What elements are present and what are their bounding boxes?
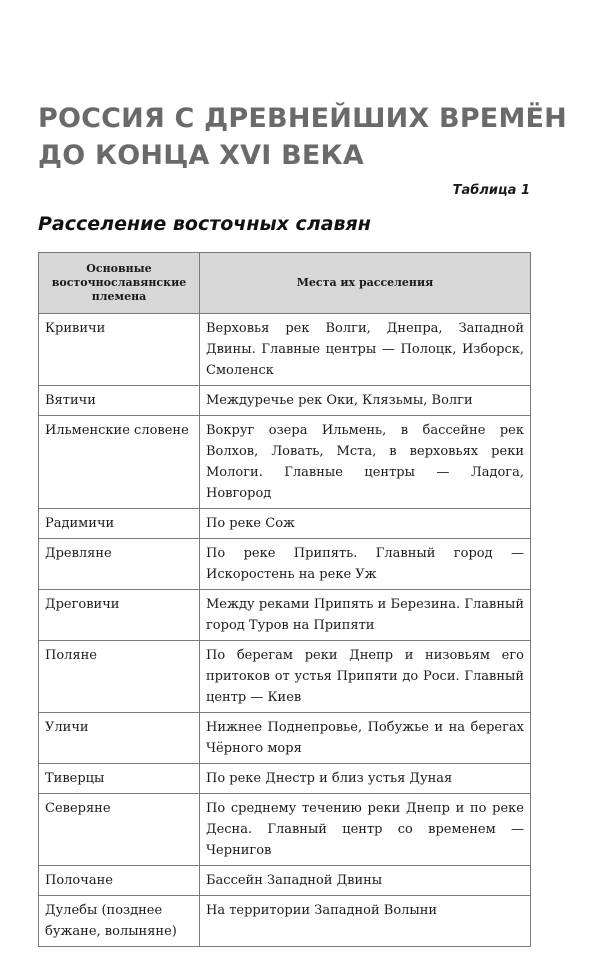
table-row xyxy=(39,713,531,764)
settlement-place: Между реками Припять и Березина. Главный город Туров на Припяти xyxy=(200,590,531,641)
settlement-place: Междуречье рек Оки, Клязьмы, Волги xyxy=(200,386,531,416)
chapter-title-line-2: ДО КОНЦА XVI ВЕКА xyxy=(38,140,364,171)
table-title: Расселение восточных славян xyxy=(38,213,371,235)
table-row xyxy=(39,539,531,590)
settlement-place: По среднему течению реки Днепр и по реке Десна. Главный центр со временем — Чернигов xyxy=(200,794,531,866)
tribe-name: Поляне xyxy=(39,641,200,713)
settlement-place: По реке Днестр и близ устья Дуная xyxy=(200,764,531,794)
table-row xyxy=(39,416,531,509)
tribe-name: Уличи xyxy=(39,713,200,764)
table-number-label: Таблица 1 xyxy=(452,183,530,198)
tribe-name: Ильменские словене xyxy=(39,416,200,509)
slavic-tribes-table xyxy=(38,252,531,947)
table-header-row xyxy=(39,253,531,314)
tribe-name: Дулебы (позднее бужане, волыняне) xyxy=(39,896,200,947)
settlement-place: По реке Припять. Главный город — Искоростень на реке Уж xyxy=(200,539,531,590)
settlement-place: Бассейн Западной Двины xyxy=(200,866,531,896)
tribe-name: Полочане xyxy=(39,866,200,896)
tribe-name: Кривичи xyxy=(39,314,200,386)
table-row xyxy=(39,896,531,947)
table-row xyxy=(39,866,531,896)
table-row xyxy=(39,314,531,386)
settlement-place: По реке Сож xyxy=(200,509,531,539)
table-row xyxy=(39,386,531,416)
chapter-title xyxy=(38,100,578,174)
settlement-place: Нижнее Поднепровье, Побужье и на берегах Чёрного моря xyxy=(200,713,531,764)
settlement-place: Верховья рек Волги, Днепра, Западной Двины. Главные центры — Полоцк, Изборск, Смоленск xyxy=(200,314,531,386)
table-row xyxy=(39,590,531,641)
header-places: Места их расселения xyxy=(200,253,531,314)
chapter-title-line-1: РОССИЯ С ДРЕВНЕЙШИХ ВРЕМЁН xyxy=(38,103,567,134)
tribe-name: Дреговичи xyxy=(39,590,200,641)
header-tribes: Основные восточнославянские племена xyxy=(39,253,200,314)
tribe-name: Радимичи xyxy=(39,509,200,539)
tribe-name: Древляне xyxy=(39,539,200,590)
tribe-name: Вятичи xyxy=(39,386,200,416)
table-row xyxy=(39,764,531,794)
table-row xyxy=(39,794,531,866)
settlement-place: Вокруг озера Ильмень, в бассейне рек Волхов, Ловать, Мста, в верховьях реки Мологи. Главные центры — Ладога, Новгород xyxy=(200,416,531,509)
table-row xyxy=(39,641,531,713)
settlement-place: По берегам реки Днепр и низовьям его притоков от устья Припяти до Роси. Главный центр — Киев xyxy=(200,641,531,713)
tribe-name: Тиверцы xyxy=(39,764,200,794)
tribe-name: Северяне xyxy=(39,794,200,866)
table-row xyxy=(39,509,531,539)
settlement-place: На территории Западной Волыни xyxy=(200,896,531,947)
